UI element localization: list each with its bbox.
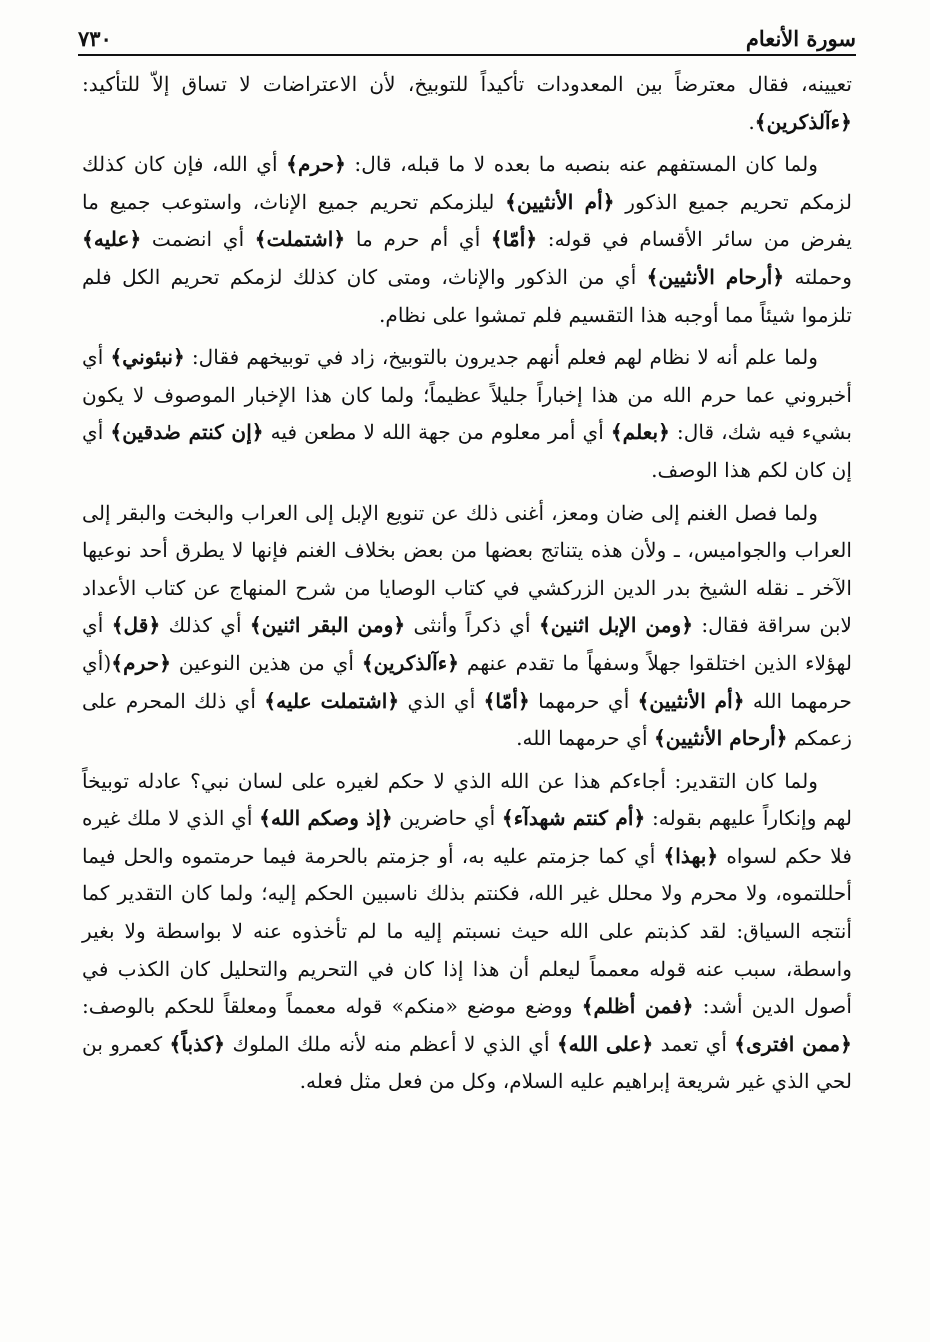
text-run: أي من الذكور والإناث، ومتى كان كذلك لزمكم تحريم الكل فلم تلزموا شيئاً مما أوجبه هذا التقسيم فلم تمشوا على نظام.: [82, 264, 852, 327]
quran-quote: ﴿كذباً﴾: [169, 1031, 226, 1056]
quran-quote: ﴿ممن افترى﴾: [734, 1031, 852, 1056]
text-run: ولما كان التقدير: أجاءكم هذا عن الله الذي لا حكم لغيره على لسان نبي؟ عادله توبيخاً لهم وإنكاراً عليهم بقوله:: [82, 768, 852, 831]
page-number: ٧٣٠: [78, 26, 112, 51]
text-run: ولما علم أنه لا نظام لهم فعلم أنهم جديرون بالتوبيخ، زاد في توبيخهم فقال:: [184, 345, 818, 370]
quran-quote: ﴿بعلم﴾: [610, 420, 670, 445]
running-header: [78, 20, 856, 54]
quran-quote: ﴿أم الأنثيين﴾: [505, 189, 615, 214]
text-run: ليلزمكم تحريم جميع الإناث، واستوعب جميع ما يفرض من سائر الأقسام في قوله:: [82, 189, 852, 252]
text-run: ولما فصل الغنم إلى ضان ومعز، أغنى ذلك عن تنويع الإبل إلى العراب والبخت والبقر إلى العراب والجواميس، ـ ولأن هذه يتناتج بعضها من بعض بخلاف الغنم فإنها لا يطرق أحد نوعيها الآخر ـ نقله الشيخ بدر الدين الزركشي في كتاب الوصايا من شرح المنهاج عن كتاب الأعداد لابن سراقة فقال:: [82, 500, 853, 638]
text-run: كعمرو بن لحي الذي غير شريعة إبراهيم عليه السلام، وكل من فعل مثل فعله.: [82, 1031, 852, 1094]
text-run: أي كما جزمتم عليه به، أو جزمتم بالحرمة فيما حرمتموه والحل فيما أحللتموه، ولا محرم ولا محلل غير الله، فكنتم بذلك ناسبين الحكم إليه؛ ولما كان التقدير كما أنتجه السياق: لقد كذبتم على الله حيث نسبتم إليه ما لم تأخذوه عنه لا بواسطة ولا بغير واسطة، سبب عنه قوله معمماً ليعلم أن هذا إذا كان في التحريم والتحليل كان الكذب في أصول الدين أشد:: [82, 843, 853, 1019]
text-run: أي الذي لا أعظم منه لأنه ملك الملوك: [225, 1031, 557, 1056]
text-run: أي إن كان لكم هذا الوصف.: [82, 420, 852, 482]
quran-quote: ﴿أم كنتم شهدآء﴾: [501, 806, 646, 831]
text-run: أي أخبروني عما حرم الله من هذا إخباراً جليلاً عظيماً؛ ولما كان هذا الإخبار الموصوف لا يكون بشيء فيه شك، قال:: [82, 345, 852, 445]
text-run: أي الذي: [399, 688, 484, 713]
text-run: أي أمر معلوم من جهة الله لا مطعن فيه: [263, 420, 611, 445]
quran-quote: ﴿على الله﴾: [556, 1031, 654, 1056]
text-run: أي انضمت: [141, 227, 255, 252]
quran-quote: ﴿نبئوني﴾: [110, 345, 185, 370]
paragraph: [82, 146, 852, 334]
quran-quote: ﴿ءآلذكرين﴾: [754, 109, 852, 134]
quran-quote: ﴿ءآلذكرين﴾: [361, 650, 460, 675]
quran-quote: ﴿ومن الإبل اثنين﴾: [538, 613, 694, 638]
quran-quote: ﴿اشتملت﴾: [254, 227, 346, 252]
paragraph: [82, 495, 852, 758]
text-run: أي حرمهما: [529, 688, 638, 713]
quran-quote: ﴿ومن البقر اثنين﴾: [249, 613, 406, 638]
text-run: أي تعمد: [653, 1031, 735, 1056]
quran-quote: ﴿حرم﴾: [286, 152, 346, 177]
text-run: (أي حرمهما الله: [82, 650, 852, 713]
text-run: أي أم حرم ما: [345, 227, 491, 252]
text-run: أي الذي لا ملك غيره فلا حكم لسواه: [82, 806, 852, 868]
body-text: [82, 66, 852, 1101]
text-run: أي حرمهما الله.: [516, 726, 654, 751]
text-run: أي ذلك المحرم على زعمكم: [82, 688, 852, 751]
text-run: أي لهؤلاء الذين اختلقوا جهلاً وسفهاً ما تقدم عنهم: [82, 613, 852, 675]
paragraph: [82, 339, 852, 489]
text-run: وحملته: [784, 264, 853, 289]
paragraph: [82, 66, 852, 141]
quran-quote: ﴿أم الأنثيين﴾: [637, 688, 745, 713]
quran-quote: ﴿أرحام الأنثيين﴾: [653, 726, 788, 751]
text-run: ووضع موضع «منكم» قوله معمماً ومعلقاً للحكم بالوصف:: [82, 994, 582, 1019]
text-run: تعيينه، فقال معترضاً بين المعدودات تأكيداً للتوبيخ، لأن الاعتراضات لا تساق إلاّ للتأكيد:: [82, 72, 852, 96]
quran-quote: ﴿قل﴾: [111, 613, 161, 638]
text-run: أي الله، فإن كان كذلك لزمكم تحريم جميع الذكور: [82, 152, 853, 214]
quran-quote: ﴿اشتملت عليه﴾: [264, 688, 400, 713]
surah-title: سورة الأنعام: [745, 26, 856, 51]
paragraph: [82, 763, 852, 1101]
text-run: ولما كان المستفهم عنه بنصبه ما بعده لا ما قبله، قال:: [345, 152, 818, 177]
quran-quote: ﴿بهذا﴾: [663, 843, 719, 868]
text-run: أي حاضرين: [392, 806, 502, 831]
quran-quote: ﴿عليه﴾: [82, 227, 142, 252]
quran-quote: ﴿فمن أظلم﴾: [581, 994, 694, 1019]
quran-quote: ﴿أمّا﴾: [490, 227, 538, 252]
text-run: أي من هذين النوعين: [171, 650, 362, 675]
header-rule: [78, 54, 856, 56]
quran-quote: ﴿إذ وصكم الله﴾: [259, 806, 393, 831]
text-run: أي كذلك: [160, 613, 250, 638]
quran-quote: ﴿حرم﴾: [111, 650, 172, 675]
text-run: أي ذكراً وأنثى: [405, 613, 539, 638]
quran-quote: ﴿أمّا﴾: [483, 688, 530, 713]
text-run: .: [748, 109, 755, 134]
quran-quote: ﴿أرحام الأنثيين﴾: [646, 264, 785, 289]
quran-quote: ﴿إن كنتم صٰدقين﴾: [110, 420, 264, 445]
